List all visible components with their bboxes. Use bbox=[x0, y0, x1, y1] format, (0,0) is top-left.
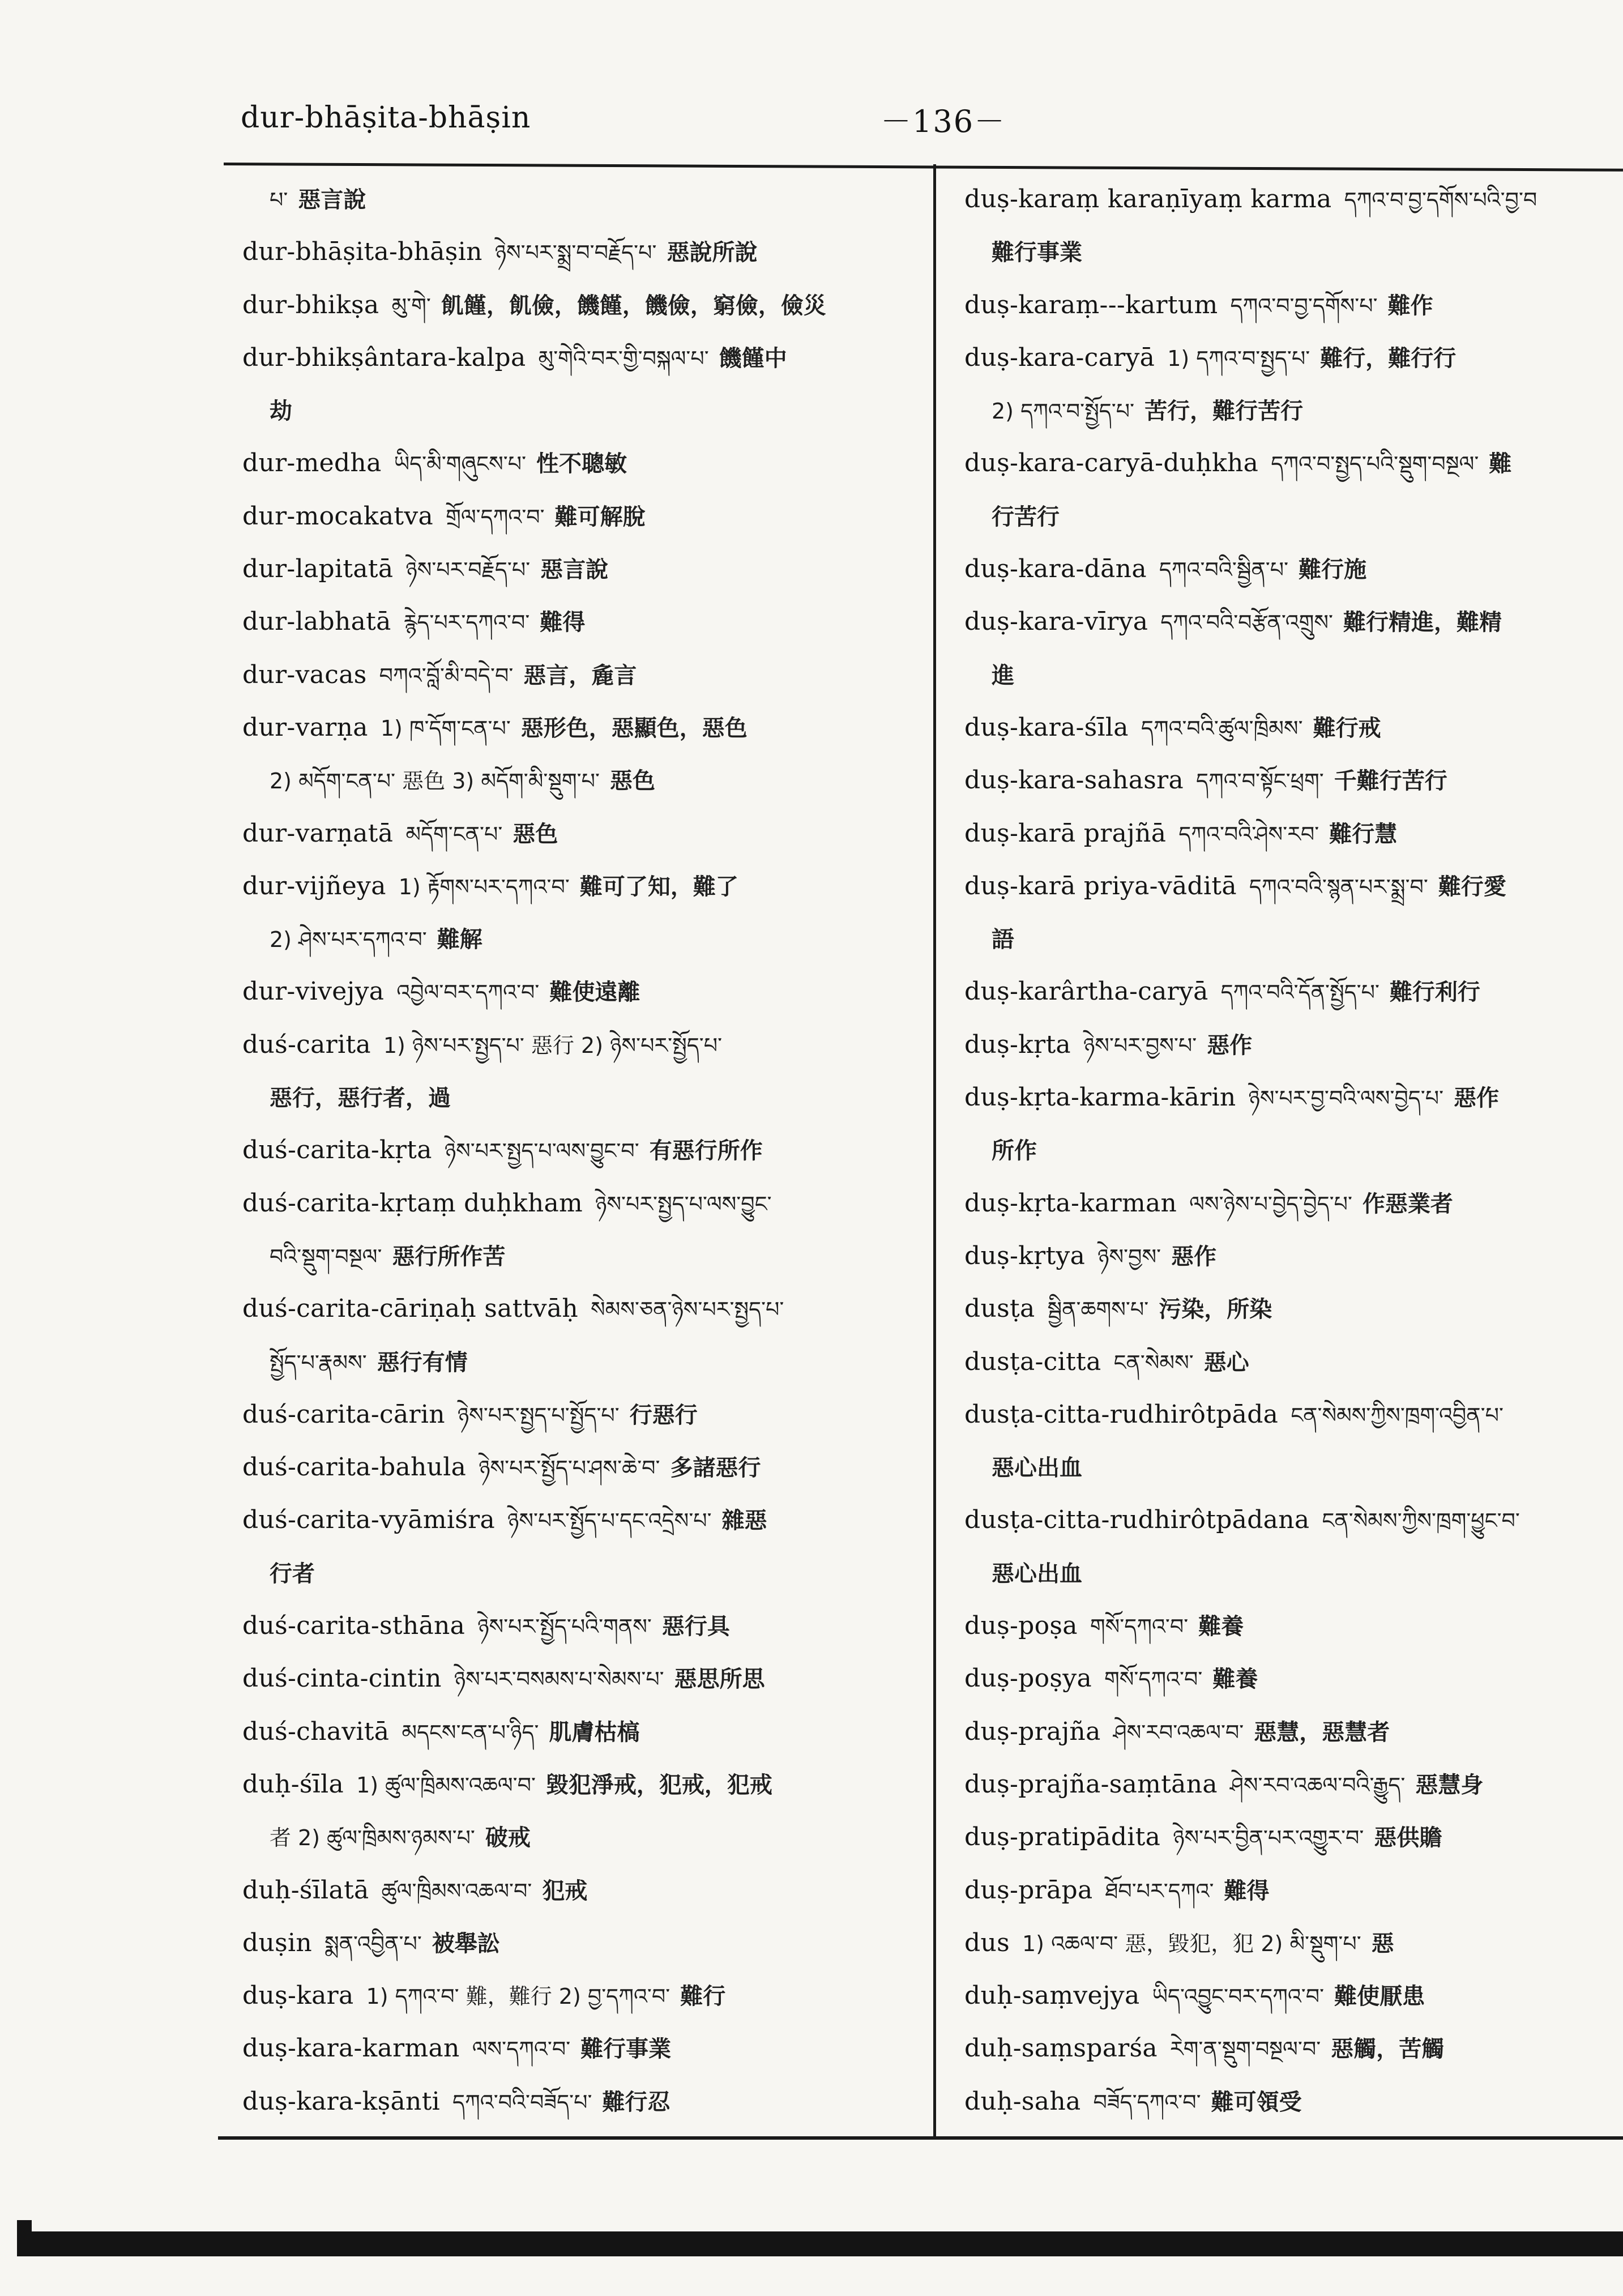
chinese-equivalent: 作惡業者 bbox=[1362, 1190, 1453, 1217]
sanskrit-term: duṣ-kara-śīla bbox=[964, 712, 1129, 742]
sanskrit-term: duś-carita-kṛta bbox=[242, 1136, 432, 1165]
dictionary-entry bbox=[242, 225, 919, 278]
tibetan-equivalent: ཉེས་པར་སྤྱད་པ་སྤྱོད་པ་ bbox=[457, 1402, 620, 1428]
entry-continuation bbox=[242, 1335, 919, 1388]
tibetan-equivalent: ཉེས་པར་སྤྱད་པ་ལས་བྱུང་བ་ bbox=[444, 1138, 639, 1164]
dictionary-entry bbox=[964, 860, 1623, 912]
sanskrit-term: dusṭa bbox=[964, 1294, 1035, 1324]
sanskrit-term: duṣ-karaṃ karaṇīyaṃ karma bbox=[964, 185, 1332, 214]
sanskrit-term: duṣ-kara-caryā bbox=[964, 343, 1155, 372]
dictionary-entry bbox=[964, 2022, 1623, 2075]
tibetan-equivalent: ཉེས་པར་བརྗོད་པ་ bbox=[405, 557, 531, 583]
dictionary-entry bbox=[242, 648, 919, 701]
tibetan-equivalent: སྨན་འབྱིན་པ་ bbox=[324, 1931, 422, 1956]
sanskrit-term: duś-chavitā bbox=[242, 1717, 390, 1746]
tibetan-equivalent: མུ་གེའི་བར་གྱི་བསྐལ་པ་ bbox=[538, 345, 709, 371]
chinese-equivalent: 難使厭患 bbox=[1334, 1983, 1425, 2010]
tibetan-equivalent: ཉེས་པར་བྱ་བའི་ལས་བྱེད་པ་ bbox=[1248, 1086, 1444, 1111]
chinese-equivalent: 惡作 bbox=[1454, 1085, 1500, 1112]
dictionary-entry bbox=[964, 2075, 1623, 2128]
chinese-equivalent: 惡言說 bbox=[540, 557, 609, 583]
dictionary-entry bbox=[964, 1493, 1623, 1546]
chinese-equivalent: 惡心出血 bbox=[992, 1455, 1082, 1482]
chinese-equivalent: 有惡行所作 bbox=[649, 1138, 763, 1164]
sanskrit-term: duṣ-prajña-saṃtāna bbox=[964, 1769, 1218, 1799]
sanskrit-term: duṣ-karā prajñā bbox=[964, 818, 1167, 848]
dictionary-entry bbox=[242, 2075, 919, 2128]
dictionary-entry bbox=[964, 1811, 1623, 1863]
chinese-equivalent: 污染，所染 bbox=[1159, 1296, 1272, 1323]
sanskrit-term: duṣin bbox=[242, 1928, 312, 1957]
sanskrit-term: dusṭa-citta-rudhirôtpādana bbox=[964, 1505, 1310, 1535]
chinese-equivalent: 難行事業 bbox=[992, 240, 1082, 266]
chinese-equivalent: 惡 bbox=[1371, 1930, 1394, 1957]
chinese-equivalent: 所作 bbox=[992, 1138, 1037, 1164]
tibetan-equivalent: སྦྱིན་ཆགས་པ་ bbox=[1047, 1297, 1149, 1322]
chinese-equivalent: 進 bbox=[992, 662, 1014, 689]
chinese-equivalent: 難可領受 bbox=[1211, 2089, 1302, 2115]
dictionary-entry bbox=[242, 1969, 919, 2022]
dictionary-entry bbox=[242, 1705, 919, 1758]
sanskrit-term: dur-labhatā bbox=[242, 607, 391, 637]
dictionary-entry bbox=[964, 595, 1623, 648]
entry-continuation bbox=[242, 1547, 919, 1599]
dictionary-entry bbox=[964, 1705, 1623, 1758]
chinese-equivalent: 惡慧身 bbox=[1415, 1772, 1484, 1798]
tibetan-equivalent: ཤེས་རབ་འཆལ་བའི་རྒྱུད་ bbox=[1229, 1772, 1406, 1798]
chinese-equivalent: 難解 bbox=[437, 927, 482, 953]
dictionary-entry bbox=[964, 1864, 1623, 1917]
tibetan-equivalent: ཉེས་པར་སྤྱད་པ་ལས་བྱུང་ bbox=[595, 1191, 772, 1217]
tibetan-equivalent: གསོ་དཀའ་བ་ bbox=[1090, 1614, 1189, 1640]
tibetan-equivalent: 1) དཀའ་བ་སྤྱད་པ་ bbox=[1167, 345, 1310, 371]
entry-continuation bbox=[964, 490, 1623, 543]
sanskrit-term: duṣ-pratipādita bbox=[964, 1823, 1161, 1852]
sanskrit-term: duḥ-śīlatā bbox=[242, 1875, 369, 1905]
dictionary-entry bbox=[964, 807, 1623, 860]
entry-continuation bbox=[964, 912, 1623, 965]
dictionary-entry bbox=[964, 173, 1623, 225]
chinese-equivalent: 多諸惡行 bbox=[670, 1455, 761, 1482]
tibetan-equivalent: དཀའ་བ་བྱ་དགོས་པའི་བྱ་བ bbox=[1344, 187, 1537, 212]
tibetan-equivalent: ཉེས་པར་བྱས་པ་ bbox=[1083, 1032, 1197, 1058]
sanskrit-term: dusṭa-citta-rudhirôtpāda bbox=[964, 1399, 1279, 1429]
dictionary-entry bbox=[242, 490, 919, 543]
chinese-equivalent: 劫 bbox=[270, 398, 292, 425]
chinese-equivalent: 雜惡 bbox=[721, 1508, 767, 1534]
dictionary-entry bbox=[964, 1652, 1623, 1705]
chinese-equivalent: 難使遠離 bbox=[549, 979, 640, 1006]
chinese-equivalent: 肌膚枯槁 bbox=[549, 1719, 640, 1746]
dictionary-entry bbox=[964, 965, 1623, 1018]
tibetan-equivalent: རེག་ན་སྡུག་བསྔལ་བ་ bbox=[1169, 2037, 1321, 2062]
chinese-equivalent: 惡行，惡行者，過 bbox=[270, 1085, 451, 1112]
sanskrit-term: duṣ-karârtha-caryā bbox=[964, 977, 1208, 1006]
chinese-equivalent: 難可了知，難了 bbox=[579, 873, 738, 900]
tibetan-equivalent: 1) ཚུལ་ཁྲིམས་འཆལ་བ་ bbox=[356, 1772, 536, 1798]
tibetan-equivalent: སྤྱོད་པ་རྣམས་ bbox=[270, 1350, 367, 1375]
dictionary-entry bbox=[964, 1758, 1623, 1811]
sanskrit-term: duś-carita-cārin bbox=[242, 1399, 445, 1429]
sanskrit-term: duṣ-prajña bbox=[964, 1717, 1101, 1746]
entry-continuation bbox=[964, 1547, 1623, 1599]
sanskrit-term: dur-bhikṣântara-kalpa bbox=[242, 343, 526, 372]
chinese-equivalent: 惡作 bbox=[1171, 1243, 1217, 1270]
tibetan-equivalent: མུ་གེ་ bbox=[391, 293, 431, 318]
sanskrit-term: duś-carita-bahula bbox=[242, 1453, 467, 1482]
tibetan-equivalent: དཀའ་བའི་བརྩོན་འགྲུས་ bbox=[1160, 610, 1334, 635]
entry-continuation bbox=[964, 648, 1623, 701]
tibetan-equivalent: ཤེས་རབ་འཆལ་བ་ bbox=[1113, 1719, 1244, 1745]
entry-continuation bbox=[242, 1230, 919, 1282]
sanskrit-term: dur-mocakatva bbox=[242, 501, 434, 531]
chinese-equivalent: 難行戒 bbox=[1313, 715, 1381, 741]
chinese-equivalent: 難行，難行行 bbox=[1320, 345, 1457, 372]
chinese-equivalent: 惡形色，惡顯色，惡色 bbox=[520, 715, 748, 741]
sanskrit-term: duṣ-kṛta bbox=[964, 1030, 1071, 1059]
dictionary-entry bbox=[242, 1441, 919, 1493]
tibetan-equivalent: ཉེས་པར་སྤྱོད་པ་དང་འདྲེས་པ་ bbox=[507, 1508, 712, 1534]
tibetan-equivalent: བཀའ་བློ་མི་བདེ་བ་ bbox=[379, 663, 514, 688]
sanskrit-term: dus bbox=[964, 1928, 1010, 1957]
tibetan-equivalent: ངན་སེམས་ཀྱིས་ཁྲག་ཕྱུང་བ་ bbox=[1322, 1508, 1520, 1534]
chinese-equivalent: 難得 bbox=[540, 609, 586, 636]
bottom-rule bbox=[218, 2136, 1623, 2140]
dictionary-entry bbox=[242, 543, 919, 595]
chinese-equivalent: 惡行具 bbox=[661, 1614, 730, 1640]
tibetan-equivalent: མདོག་ངན་པ་ bbox=[405, 821, 503, 847]
tibetan-equivalent: དཀའ་བའི་སྦྱིན་པ་ bbox=[1159, 557, 1289, 583]
entry-continuation bbox=[242, 384, 919, 437]
tibetan-equivalent: དཀའ་བའི་ཚུལ་ཁྲིམས་ bbox=[1141, 715, 1303, 741]
dictionary-entry bbox=[242, 331, 919, 384]
tibetan-equivalent: བཟོད་དཀའ་བ་ bbox=[1093, 2089, 1201, 2115]
sanskrit-term: dur-varṇa bbox=[242, 712, 368, 742]
tibetan-equivalent: ངན་སེམས་ཀྱིས་ཁྲག་འབྱིན་པ་ bbox=[1291, 1402, 1504, 1428]
chinese-equivalent: 難行利行 bbox=[1389, 979, 1480, 1006]
tibetan-equivalent: རྙེད་པར་དཀའ་བ་ bbox=[403, 610, 530, 635]
chinese-equivalent: 惡思所思 bbox=[674, 1666, 765, 1693]
chinese-equivalent: 惡說所說 bbox=[667, 240, 758, 266]
tibetan-equivalent: 1) དཀའ་བ་ 難，難行 2) བྱ་དཀའ་བ་ bbox=[366, 1984, 670, 2009]
tibetan-equivalent: ལས་ཉེས་པ་བྱེད་བྱེད་པ་ bbox=[1189, 1191, 1352, 1217]
dictionary-entry bbox=[964, 1230, 1623, 1282]
tibetan-equivalent: སེམས་ཅན་ཉེས་པར་སྤྱད་པ་ bbox=[591, 1297, 784, 1322]
chinese-equivalent: 行苦行 bbox=[992, 503, 1060, 530]
sanskrit-term: duṣ-kara-caryā-duḥkha bbox=[964, 449, 1259, 478]
dictionary-entry bbox=[964, 754, 1623, 806]
tibetan-equivalent: དཀའ་བའི་དོན་སྤྱོད་པ་ bbox=[1220, 980, 1379, 1005]
dictionary-entry bbox=[242, 1917, 919, 1969]
chinese-equivalent: 破戒 bbox=[485, 1825, 531, 1851]
tibetan-equivalent: ཉེས་པར་བསམས་པ་སེམས་པ་ bbox=[454, 1667, 664, 1692]
chinese-equivalent: 難得 bbox=[1224, 1877, 1270, 1904]
sanskrit-term: dur-lapitatā bbox=[242, 554, 394, 584]
tibetan-equivalent: ཉེས་པར་སྨྲ་བ་བརྗོད་པ་ bbox=[494, 240, 657, 266]
chinese-equivalent: 惡色 bbox=[609, 768, 655, 795]
sanskrit-term: duś-cinta-cintin bbox=[242, 1664, 442, 1693]
dictionary-entry bbox=[242, 437, 919, 489]
entry-continuation bbox=[242, 1811, 919, 1863]
tibetan-equivalent: ཉེས་པར་སྤྱོད་པའི་གནས་ bbox=[477, 1614, 652, 1640]
entry-continuation bbox=[242, 912, 919, 965]
chinese-equivalent: 難養 bbox=[1212, 1666, 1258, 1693]
running-head: dur-bhāṣita-bhāṣin bbox=[241, 101, 531, 135]
dictionary-entry bbox=[242, 595, 919, 648]
tibetan-equivalent: ཚུལ་ཁྲིམས་འཆལ་བ་ bbox=[381, 1878, 532, 1904]
dictionary-entry bbox=[964, 1018, 1623, 1071]
chinese-equivalent: 難行慧 bbox=[1329, 821, 1398, 847]
tibetan-equivalent: 2) དཀའ་བ་སྤྱོད་པ་ bbox=[992, 399, 1135, 424]
sanskrit-term: duḥ-saha bbox=[964, 2086, 1081, 2116]
sanskrit-term: duṣ-kara-sahasra bbox=[964, 766, 1184, 795]
tibetan-equivalent: ཉེས་བྱས་ bbox=[1097, 1244, 1161, 1269]
sanskrit-term: duḥ-saṃsparśa bbox=[964, 2034, 1158, 2063]
chinese-equivalent: 惡行有情 bbox=[377, 1349, 468, 1376]
dictionary-entry bbox=[964, 1917, 1623, 1969]
tibetan-equivalent: 者 2) ཚུལ་ཁྲིམས་ཉམས་པ་ bbox=[270, 1825, 475, 1851]
dictionary-entry bbox=[964, 1177, 1623, 1230]
sanskrit-term: duṣ-kṛta-karma-kārin bbox=[964, 1083, 1236, 1112]
dictionary-entry bbox=[242, 807, 919, 860]
dictionary-entry bbox=[242, 965, 919, 1018]
chinese-equivalent: 性不聰敏 bbox=[536, 451, 627, 477]
tibetan-equivalent: 1) ཉེས་པར་སྤྱད་པ་ 惡行 2) ཉེས་པར་སྤྱོད་པ་ bbox=[383, 1032, 723, 1058]
dictionary-entry bbox=[964, 279, 1623, 331]
tibetan-equivalent: པ་ bbox=[270, 187, 288, 212]
dictionary-entry bbox=[964, 1071, 1623, 1124]
dictionary-entry bbox=[242, 860, 919, 912]
entry-continuation bbox=[242, 1071, 919, 1124]
dictionary-entry bbox=[964, 1388, 1623, 1441]
column-divider bbox=[933, 164, 936, 2138]
sanskrit-term: duś-carita bbox=[242, 1030, 371, 1059]
chinese-equivalent: 被舉訟 bbox=[432, 1930, 500, 1957]
sanskrit-term: duṣ-kara-karman bbox=[242, 2034, 460, 2063]
tibetan-equivalent: དཀའ་བ་སྟོང་ཕྲག་ bbox=[1196, 769, 1324, 794]
chinese-equivalent: 惡供贍 bbox=[1374, 1825, 1442, 1851]
chinese-equivalent: 惡作 bbox=[1207, 1032, 1253, 1059]
dictionary-entry bbox=[964, 1969, 1623, 2022]
sanskrit-term: duś-carita-cāriṇaḥ sattvāḥ bbox=[242, 1294, 578, 1324]
tibetan-equivalent: དཀའ་བ་སྤྱད་པའི་སྡུག་བསྔལ་ bbox=[1271, 451, 1479, 477]
chinese-equivalent: 難行愛 bbox=[1438, 873, 1506, 900]
tibetan-equivalent: དཀའ་བའི་བཟོད་པ་ bbox=[452, 2089, 592, 2115]
tibetan-equivalent: 1) འཆལ་བ་ 惡，毀犯，犯 2) མི་སྡུག་པ་ bbox=[1022, 1931, 1361, 1956]
chinese-equivalent: 難養 bbox=[1198, 1614, 1244, 1640]
dictionary-entry bbox=[964, 437, 1623, 489]
dictionary-entry bbox=[964, 543, 1623, 595]
tibetan-equivalent: 2) མདོག་ངན་པ་ 惡色 3) མདོག་མི་སྡུག་པ་ bbox=[270, 769, 600, 794]
chinese-equivalent: 難行施 bbox=[1299, 557, 1367, 583]
dictionary-entry bbox=[242, 1282, 919, 1335]
sanskrit-term: dur-bhāṣita-bhāṣin bbox=[242, 237, 482, 267]
chinese-equivalent: 行惡行 bbox=[629, 1402, 698, 1428]
dictionary-entry bbox=[242, 701, 919, 754]
chinese-equivalent: 難作 bbox=[1387, 292, 1433, 319]
dictionary-entry bbox=[964, 331, 1623, 384]
dictionary-entry bbox=[964, 1282, 1623, 1335]
chinese-equivalent: 惡行所作苦 bbox=[392, 1243, 506, 1270]
dictionary-entry bbox=[242, 1599, 919, 1652]
dictionary-entry bbox=[242, 279, 919, 331]
tibetan-equivalent: ལས་དཀའ་བ་ bbox=[472, 2037, 571, 2062]
sanskrit-term: duṣ-kara-kṣānti bbox=[242, 2086, 441, 2116]
chinese-equivalent: 毀犯淨戒，犯戒，犯戒 bbox=[545, 1772, 772, 1798]
dictionary-entry bbox=[242, 2022, 919, 2075]
dictionary-entry bbox=[242, 1177, 919, 1230]
chinese-equivalent: 難 bbox=[1489, 451, 1512, 477]
sanskrit-term: duṣ-kara-dāna bbox=[964, 554, 1147, 584]
tibetan-equivalent: དཀའ་བའི་ཤེས་རབ་ bbox=[1178, 821, 1319, 847]
dictionary-entry bbox=[242, 1124, 919, 1176]
entry-continuation bbox=[964, 225, 1623, 278]
chinese-equivalent: 難行 bbox=[680, 1983, 726, 2010]
entry-continuation bbox=[242, 173, 919, 225]
chinese-equivalent: 惡慧，惡慧者 bbox=[1254, 1719, 1390, 1746]
chinese-equivalent: 惡言說 bbox=[298, 187, 366, 213]
tibetan-equivalent: ཡིད་མི་གཞུངས་པ་ bbox=[394, 451, 527, 477]
tibetan-equivalent: མདངས་ངན་པ་ཉིད་ bbox=[402, 1719, 539, 1745]
entry-continuation bbox=[242, 754, 919, 806]
sanskrit-term: dur-bhikṣa bbox=[242, 290, 379, 319]
dictionary-entry bbox=[242, 1388, 919, 1441]
tibetan-equivalent: གྲོལ་དཀའ་བ་ bbox=[446, 504, 545, 530]
chinese-equivalent: 千難行苦行 bbox=[1334, 768, 1447, 795]
right-column bbox=[964, 173, 1623, 2128]
dictionary-entry bbox=[242, 1652, 919, 1705]
tibetan-equivalent: ཡིད་འབྱུང་བར་དཀའ་བ་ bbox=[1152, 1984, 1325, 2009]
dictionary-entry bbox=[964, 701, 1623, 754]
dictionary-entry bbox=[242, 1493, 919, 1546]
sanskrit-term: duṣ-poṣya bbox=[964, 1664, 1092, 1693]
chinese-equivalent: 惡言，麁言 bbox=[523, 662, 637, 689]
chinese-equivalent: 苦行，難行苦行 bbox=[1144, 398, 1304, 425]
entry-continuation bbox=[964, 1441, 1623, 1493]
tibetan-equivalent: 1) རྟོགས་པར་དཀའ་བ་ bbox=[398, 874, 570, 899]
sanskrit-term: duṣ-prāpa bbox=[964, 1875, 1093, 1905]
tibetan-equivalent: དཀའ་བའི་སྙན་པར་སྨྲ་བ་ bbox=[1249, 874, 1428, 899]
sanskrit-term: dur-medha bbox=[242, 449, 382, 478]
dictionary-entry bbox=[242, 1018, 919, 1071]
sanskrit-term: duṣ-kṛtya bbox=[964, 1241, 1086, 1270]
chinese-equivalent: 難行事業 bbox=[580, 2036, 672, 2063]
sanskrit-term: duḥ-śīla bbox=[242, 1769, 344, 1799]
tibetan-equivalent: གསོ་དཀའ་བ་ bbox=[1104, 1667, 1203, 1692]
tibetan-equivalent: ཉེས་པར་སྤྱོད་པ་ཤས་ཆེ་བ་ bbox=[479, 1456, 660, 1481]
tibetan-equivalent: བའི་སྡུག་བསྔལ་ bbox=[270, 1244, 382, 1269]
tibetan-equivalent: ངན་སེམས་ bbox=[1113, 1350, 1194, 1375]
sanskrit-term: duś-carita-kṛtaṃ duḥkham bbox=[242, 1188, 583, 1218]
chinese-equivalent: 行者 bbox=[270, 1560, 315, 1587]
sanskrit-term: dusṭa-citta bbox=[964, 1347, 1101, 1376]
page-number: －136－ bbox=[881, 104, 1006, 139]
tibetan-equivalent: 1) ཁ་དོག་ངན་པ་ bbox=[380, 715, 511, 741]
sanskrit-term: duṣ-kara bbox=[242, 1981, 354, 2011]
chinese-equivalent: 惡心出血 bbox=[992, 1560, 1082, 1587]
sanskrit-term: dur-vivejya bbox=[242, 977, 385, 1006]
sanskrit-term: duṣ-kara-vīrya bbox=[964, 607, 1148, 637]
dictionary-entry bbox=[242, 1864, 919, 1917]
chinese-equivalent: 惡觸，苦觸 bbox=[1331, 2036, 1445, 2063]
sanskrit-term: dur-vacas bbox=[242, 660, 367, 689]
dictionary-entry bbox=[964, 1599, 1623, 1652]
chinese-equivalent: 惡心 bbox=[1203, 1349, 1249, 1376]
chinese-equivalent: 難行精進，難精 bbox=[1343, 609, 1502, 636]
sanskrit-term: duḥ-saṃvejya bbox=[964, 1981, 1140, 2011]
chinese-equivalent: 語 bbox=[992, 927, 1014, 953]
sanskrit-term: duṣ-kṛta-karman bbox=[964, 1188, 1177, 1218]
chinese-equivalent: 難行忍 bbox=[602, 2089, 670, 2115]
chinese-equivalent: 飢饉，飢儉，饑饉，饑儉，窮儉，儉災 bbox=[441, 292, 826, 319]
tibetan-equivalent: ཉེས་པར་བྱིན་པར་འགྱུར་བ་ bbox=[1173, 1825, 1364, 1851]
tibetan-equivalent: དཀའ་བ་བྱ་དགོས་པ་ bbox=[1230, 293, 1378, 318]
sanskrit-term: dur-varṇatā bbox=[242, 818, 394, 848]
entry-continuation bbox=[964, 1124, 1623, 1176]
left-column bbox=[242, 173, 919, 2128]
dictionary-entry bbox=[242, 1758, 919, 1811]
sanskrit-term: duṣ-karaṃ---kartum bbox=[964, 290, 1218, 319]
dictionary-entry bbox=[964, 1335, 1623, 1388]
entry-continuation bbox=[964, 384, 1623, 437]
sanskrit-term: duś-carita-sthāna bbox=[242, 1611, 465, 1641]
sanskrit-term: duś-carita-vyāmiśra bbox=[242, 1505, 496, 1535]
sanskrit-term: duṣ-poṣa bbox=[964, 1611, 1078, 1641]
tibetan-equivalent: ཐོབ་པར་དཀའ་ bbox=[1105, 1878, 1214, 1904]
chinese-equivalent: 犯戒 bbox=[542, 1877, 588, 1904]
sanskrit-term: dur-vijñeya bbox=[242, 871, 386, 901]
chinese-equivalent: 饑饉中 bbox=[719, 345, 787, 372]
tibetan-equivalent: 2) ཤེས་པར་དཀའ་བ་ bbox=[270, 927, 427, 953]
scan-footer-bar bbox=[17, 2231, 1623, 2256]
top-rule bbox=[224, 163, 1623, 172]
chinese-equivalent: 難可解脫 bbox=[554, 503, 646, 530]
sanskrit-term: duṣ-karā priya-vāditā bbox=[964, 871, 1237, 901]
chinese-equivalent: 惡色 bbox=[512, 821, 558, 847]
tibetan-equivalent: འབྱེལ་བར་དཀའ་བ་ bbox=[396, 980, 540, 1005]
